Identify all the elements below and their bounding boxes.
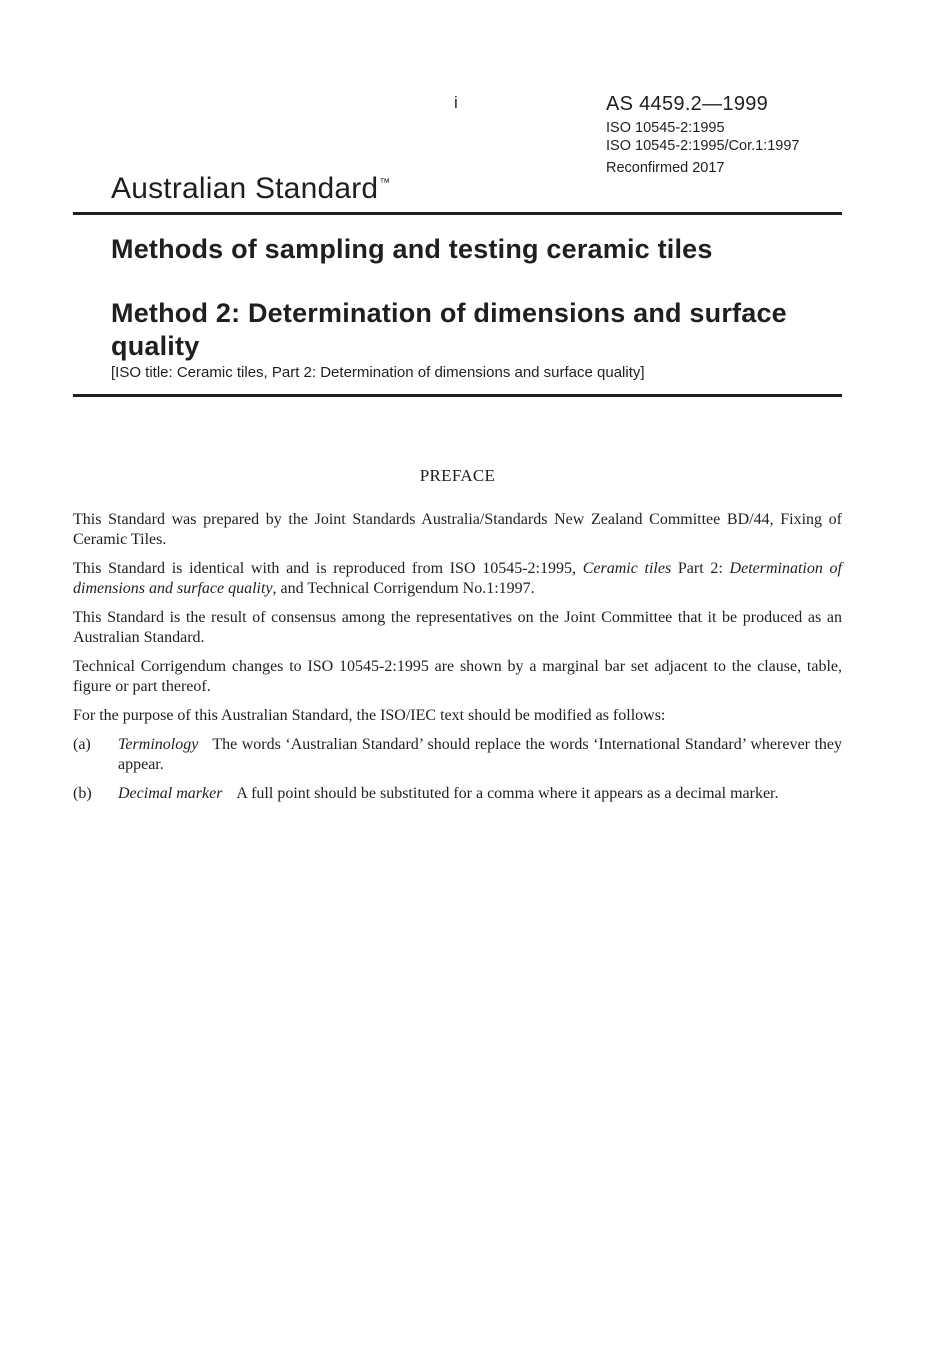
- standard-id: AS 4459.2—1999: [606, 93, 769, 115]
- reconfirmed-note: Reconfirmed 2017: [606, 160, 725, 176]
- list-item: [73, 735, 842, 775]
- preface-paragraph-2: [73, 559, 842, 599]
- paragraph-2-text-b: Part 2:: [671, 560, 730, 577]
- paragraph-2-text-a: This Standard is identical with and is reproduced from ISO 10545-2:1995,: [73, 560, 583, 577]
- trademark-symbol: ™: [379, 177, 391, 189]
- preface-body: [73, 510, 842, 813]
- page-number: i: [454, 93, 458, 112]
- series-title: [111, 172, 391, 206]
- list-item: [73, 784, 842, 804]
- list-term: Terminology: [118, 736, 199, 753]
- series-title-text: Australian Standard: [111, 172, 379, 205]
- list-marker: (b): [73, 785, 92, 802]
- list-marker: (a): [73, 736, 91, 753]
- list-term: Decimal marker: [118, 785, 223, 802]
- iso-title: [ISO title: Ceramic tiles, Part 2: Determination of dimensions and surface quality]: [111, 364, 645, 381]
- list-text: A full point should be substituted for a comma where it appears as a decimal marker.: [236, 785, 779, 802]
- list-text: The words ‘Australian Standard’ should replace the words ‘International Standard’ wherever they appear.: [118, 736, 842, 773]
- method-title: Method 2: Determination of dimensions and surface quality: [111, 298, 787, 361]
- iso-reference: ISO 10545-2:1995: [606, 120, 725, 136]
- preface-paragraph-4: Technical Corrigendum changes to ISO 10545-2:1995 are shown by a marginal bar set adjacent to the clause, table, figure or part thereof.: [73, 658, 842, 695]
- paragraph-2-italic-subtitle: Determination of dimensions and surface quality: [73, 560, 843, 597]
- document-title: Methods of sampling and testing ceramic tiles: [111, 234, 713, 264]
- paragraph-2-text-c: , and Technical Corrigendum No.1:1997.: [272, 580, 535, 597]
- top-divider: [73, 212, 842, 215]
- preface-paragraph-3: This Standard is the result of consensus among the representatives on the Joint Committee that it be produced as an Australian Standard.: [73, 609, 842, 646]
- bottom-divider: [73, 394, 842, 397]
- preface-paragraph-5: For the purpose of this Australian Standard, the ISO/IEC text should be modified as follows:: [73, 707, 666, 724]
- paragraph-2-italic-title: Ceramic tiles: [582, 560, 672, 577]
- iso-corrigendum-reference: ISO 10545-2:1995/Cor.1:1997: [606, 138, 800, 154]
- preface-paragraph-1: This Standard was prepared by the Joint Standards Australia/Standards New Zealand Committee BD/44, Fixing of Ceramic Tiles.: [73, 511, 842, 548]
- preface-heading: PREFACE: [419, 466, 496, 485]
